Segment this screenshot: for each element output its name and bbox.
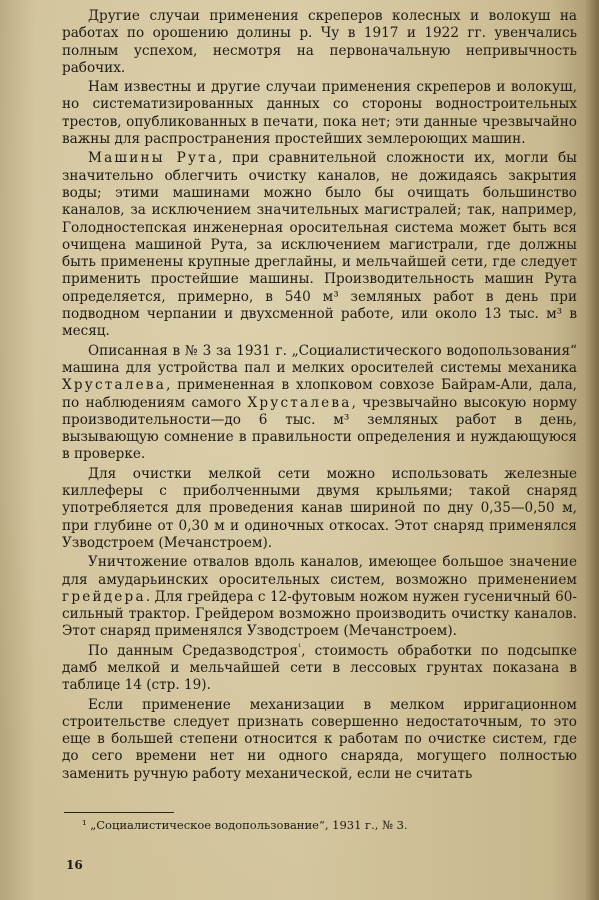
paragraph-8: Если применение механизации в мелком ирригационном строительстве следует признать совершенно недостаточным, то это еще в большей степени относится к работам по очистке систем, где до сего времени нет ни одного снаряда, могущего полностью заменить ручную работу механической, если не считать	[62, 696, 577, 782]
page-edge-shadow	[585, 0, 599, 900]
spaced-term: Хрусталева	[62, 377, 167, 394]
paragraph-3: Машины Рута, при сравнительной сложности их, могли бы значительно облегчить очистку каналов, не дожидаясь закрытия воды; этими машинами можно было бы очищать большинство каналов, за исключением значительных магистралей; так, например, Голодностепская инженерная оросительная система может быть вся очищена машиной Рута, за исключением магистрали, где должны быть применены крупные дреглайны, и мельчайшей сети, где следует применить простейшие машины. Производительность машин Рута определяется, примерно, в 540 м³ земляных работ в день при подводном черпании и двухсменной работе, или около 13 тыс. м³ в месяц.	[62, 150, 577, 340]
body-text	[62, 8, 577, 783]
paragraph-2: Нам известны и другие случаи применения скреперов и волокуш, но систематизированных данных со стороны водностроительных трестов, опубликованных в печати, пока нет; эти данные чрезвычайно важны для распространения простейших землероющих машин.	[62, 79, 577, 148]
footnote-marker: ¹	[298, 642, 302, 652]
spaced-term: Машины Рута	[88, 150, 219, 167]
spaced-term: грейдера	[62, 588, 146, 605]
paragraph-7: По данным Средазводстроя$^{^1}$, стоимость обработки по подсыпке дамб мелкой и мельчайшей сети в лессовых грунтах показана в таблице 14 (стр. 19).	[62, 642, 577, 694]
footnote-divider	[64, 812, 174, 813]
paragraph-5: Для очистки мелкой сети можно использовать железные киллеферы с приболченными двумя крыльями; такой снаряд употребляется для проведения канав шириной по дну 0,35—0,50 м, при глубине от 0,30 м и одиночных откосах. Этот снаряд применялся Узводстроем (Мечанстроем).	[62, 465, 577, 551]
paragraph-1: Другие случаи применения скреперов колесных и волокуш на работах по орошению долины р. Чу в 1917 и 1922 гг. увенчались полным успехом, несмотря на первоначальную непривычность рабочих.	[62, 8, 577, 76]
spaced-term: Хрусталева	[247, 394, 352, 411]
paragraph-4: Описанная в № 3 за 1931 г. „Социалистического водопользования“ машина для устройства пал и мелких оросителей системы механика Хрусталева, примененная в хлопковом совхозе Байрам-Али, дала, по наблюдениям самого Хрусталева, чрезвычайно высокую норму производительности—до 6 тыс. м³ земляных работ в день, вызывающую сомнение в правильности определения и нуждающуюся в проверке.	[62, 342, 578, 463]
paragraph-6: Уничтожение отвалов вдоль каналов, имеющее большое значение для амударьинских оросительных систем, возможно применением грейдера. Для грейдера с 12-футовым ножом нужен гусеничный 60-сильный трактор. Грейдером возможно производить очистку каналов. Этот снаряд применялся Узводстроем (Мечанстроем).	[62, 554, 577, 640]
page-number: 16	[66, 858, 83, 872]
footnote: ¹ „Социалистическое водопользование“, 1931 г., № 3.	[82, 818, 408, 832]
